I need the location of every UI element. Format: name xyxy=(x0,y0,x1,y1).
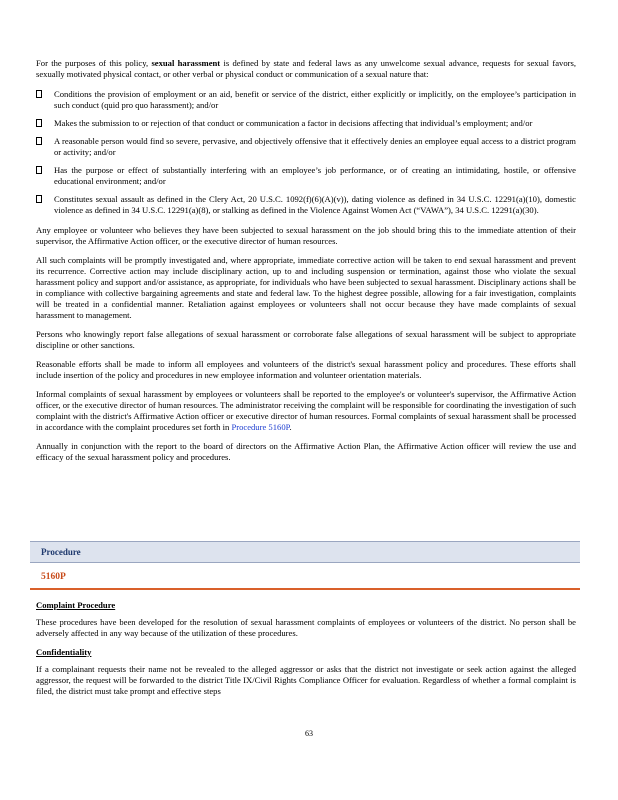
bullet-text: A reasonable person would find so severe, pervasive, and objectively offensive that it effectively denies an employee equal access to a district program or activity; and/or xyxy=(54,136,576,157)
bullet-item xyxy=(36,165,576,187)
defined-term: sexual harassment xyxy=(151,58,221,68)
bullet-item xyxy=(36,89,576,111)
bullet-text: Conditions the provision of employment or an aid, benefit or service of the district, either explicitly or implicitly, on the employee’s participation in such conduct (quid pro quo harassment); and/or xyxy=(54,89,576,110)
reporting-paragraph: Any employee or volunteer who believes they have been subjected to sexual harassment on the job should bring this to the immediate attention of their supervisor, the Affirmative Action officer, or the executive director of human resources. xyxy=(36,225,576,246)
bullet-box-icon xyxy=(36,195,42,203)
procedure-divider xyxy=(30,588,580,590)
policy-body xyxy=(36,58,576,471)
investigation-paragraph: All such complaints will be promptly investigated and, where appropriate, immediate corrective action will be taken to end sexual harassment and prevent its recurrence. Corrective action may include disciplinary action, up to and including suspension or termination, against those who violate the sexual harassment policy and support and/or assistance, as appropriate, for individuals who have been subjected to sexual harassment. Disciplinary actions shall be in compliance with collective bargaining agreements and state and federal law. To the highest degree possible, allowing for a fair investigation, complaints will be treated in a confidential manner. Retaliation against employees or volunteers shall not occur because they have made complaints of sexual harassment to management. xyxy=(36,255,576,320)
bullet-box-icon xyxy=(36,119,42,127)
complaint-procedure-text: These procedures have been developed for the resolution of sexual harassment complaints of employees or volunteers of the district. No person shall be adversely affected in any way because of the utilization of these procedures. xyxy=(36,617,576,638)
definition-bullet-list xyxy=(36,89,576,216)
informal-end: . xyxy=(289,422,292,432)
bullet-box-icon xyxy=(36,137,42,145)
bullet-item xyxy=(36,136,576,158)
procedure-number: 5160P xyxy=(41,572,66,582)
informal-text: Informal complaints of sexual harassment by employees or volunteers shall be reported to the employee's or volunteer's supervisor, the Affirmative Action officer, or the executive director of human resources. The administrator receiving the complaint will be responsible for coordinating the investigation of such complaint with the district's Affirmative Action officer or executive director of human resources. Formal complaints of sexual harassment shall be processed in accordance with the complaint procedures set forth in xyxy=(36,389,576,432)
bullet-text: Has the purpose or effect of substantially interfering with an employee’s job performance, or of creating an intimidating, hostile, or offensive educational environment; and/or xyxy=(54,165,576,186)
complaint-procedure-heading: Complaint Procedure xyxy=(36,600,116,610)
procedure-body xyxy=(36,600,576,705)
notification-paragraph: Reasonable efforts shall be made to inform all employees and volunteers of the district's sexual harassment policy and procedures. These efforts shall include insertion of the policy and procedures in new employee information and volunteer orientation materials. xyxy=(36,359,576,380)
bullet-box-icon xyxy=(36,90,42,98)
procedure-band xyxy=(30,541,580,563)
definition-lead: For the purposes of this policy, xyxy=(36,58,152,68)
procedure-band-label: Procedure xyxy=(41,547,81,557)
annual-review-paragraph: Annually in conjunction with the report to the board of directors on the Affirmative Action Plan, the Affirmative Action officer will review the use and efficacy of the sexual harassment policy and procedures. xyxy=(36,441,576,462)
definition-paragraph xyxy=(36,58,576,80)
false-allegations-paragraph: Persons who knowingly report false allegations of sexual harassment or corroborate false allegations of sexual harassment will be subject to appropriate discipline or other sanctions. xyxy=(36,329,576,350)
definition-text: is defined by state and federal laws as any unwelcome sexual advance, requests for sexual favors, sexually motivated physical contact, or other verbal or physical conduct or communication of a sexual nature that: xyxy=(36,58,576,79)
confidentiality-heading: Confidentiality xyxy=(36,647,92,657)
confidentiality-text: If a complainant requests their name not be revealed to the alleged aggressor or asks that the district not investigate or seek action against the alleged aggressor, the request will be forwarded to the district Title IX/Civil Rights Compliance Officer for evaluation. Regardless of whether a formal complaint is filed, the district must take prompt and effective steps xyxy=(36,664,576,696)
bullet-item xyxy=(36,118,576,129)
bullet-text: Constitutes sexual assault as defined in the Clery Act, 20 U.S.C. 1092(f)(6)(A)(v)), dating violence as defined in 34 U.S.C. 12291(a)(10), domestic violence as defined in 34 U.S.C. 12291(a)(8), or stalking as defined in the Violence Against Women Act (“VAWA”), 34 U.S.C. 12291(a)(30). xyxy=(54,194,576,215)
bullet-item xyxy=(36,194,576,216)
informal-complaints-paragraph xyxy=(36,389,576,433)
bullet-text: Makes the submission to or rejection of that conduct or communication a factor in decisions affecting that individual’s employment; and/or xyxy=(54,118,533,128)
procedure-5160p-link[interactable]: Procedure 5160P xyxy=(231,422,290,432)
bullet-box-icon xyxy=(36,166,42,174)
page-number: 63 xyxy=(305,729,313,738)
